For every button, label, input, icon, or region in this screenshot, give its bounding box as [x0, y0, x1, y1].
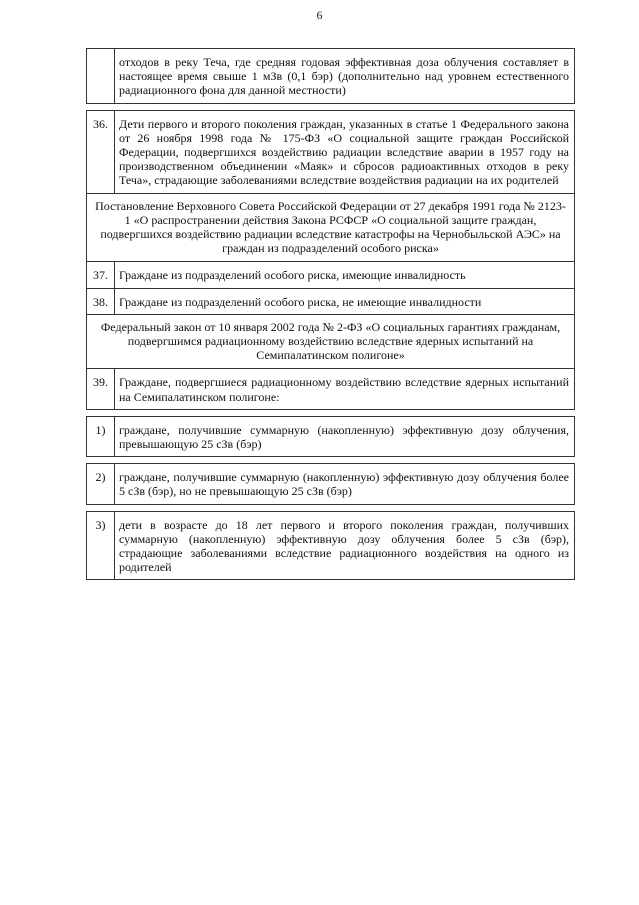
section-heading-row: [87, 314, 575, 369]
row-number: 37.: [87, 262, 115, 288]
table-row: [87, 464, 575, 504]
row-gap: [87, 504, 575, 511]
row-gap: [87, 409, 575, 416]
table-row: [87, 49, 575, 104]
row-number: 2): [87, 464, 115, 504]
row-gap: [87, 457, 575, 464]
section-heading-row: [87, 193, 575, 262]
table-row: [87, 416, 575, 456]
section-heading: Постановление Верховного Совета Российской Федерации от 27 декабря 1991 года № 2123-1 «О распространении действия Закона РСФСР «О социальной защите граждан, подвергшихся воздействию радиации вследствие катастрофы на Чернобыльской АЭС» на граждан из подразделений особого риска»: [87, 193, 575, 262]
row-number: 1): [87, 416, 115, 456]
table-row: [87, 110, 575, 193]
row-text: граждане, получившие суммарную (накопленную) эффективную дозу облучения более 5 сЗв (бэр), но не превышающую 25 сЗв (бэр): [115, 464, 575, 504]
table-row: [87, 511, 575, 580]
row-text: Граждане, подвергшиеся радиационному воздействию вследствие ядерных испытаний на Семипалатинском полигоне:: [115, 369, 575, 409]
row-text: Граждане из подразделений особого риска, не имеющие инвалидности: [115, 288, 575, 314]
row-text: Граждане из подразделений особого риска, имеющие инвалидность: [115, 262, 575, 288]
table-row: [87, 262, 575, 288]
benefits-table: [86, 48, 575, 580]
row-number: 3): [87, 511, 115, 580]
row-number: 39.: [87, 369, 115, 409]
row-text: отходов в реку Теча, где средняя годовая эффективная доза облучения составляет в настоящее время свыше 1 мЗв (0,1 бэр) (дополнительно над уровнем естественного радиационного фона для данной местности): [115, 49, 575, 104]
row-text: Дети первого и второго поколения граждан, указанных в статье 1 Федерального закона от 26 ноября 1998 года № 175-ФЗ «О социальной защите граждан Российской Федерации, подвергшихся воздействию радиации вследствие аварии в 1957 году на производственном объединении «Маяк» и сбросов радиоактивных отходов в реку Теча», страдающие заболеваниями вследствие воздействия радиации на их родителей: [115, 110, 575, 193]
section-heading: Федеральный закон от 10 января 2002 года № 2-ФЗ «О социальных гарантиях гражданам, подвергшимся радиационному воздействию вследствие ядерных испытаний на Семипалатинском полигоне»: [87, 314, 575, 369]
row-gap: [87, 103, 575, 110]
row-number: 38.: [87, 288, 115, 314]
row-text: дети в возрасте до 18 лет первого и второго поколения граждан, получивших суммарную (накопленную) эффективную дозу облучения более 5 сЗв (бэр), страдающие заболеваниями вследствие радиационного воздействия на одного из родителей: [115, 511, 575, 580]
table-row: [87, 288, 575, 314]
row-number: [87, 49, 115, 104]
row-text: граждане, получившие суммарную (накопленную) эффективную дозу облучения, превышающую 25 сЗв (бэр): [115, 416, 575, 456]
table-row: [87, 369, 575, 409]
row-number: 36.: [87, 110, 115, 193]
page-number: 6: [316, 8, 323, 22]
